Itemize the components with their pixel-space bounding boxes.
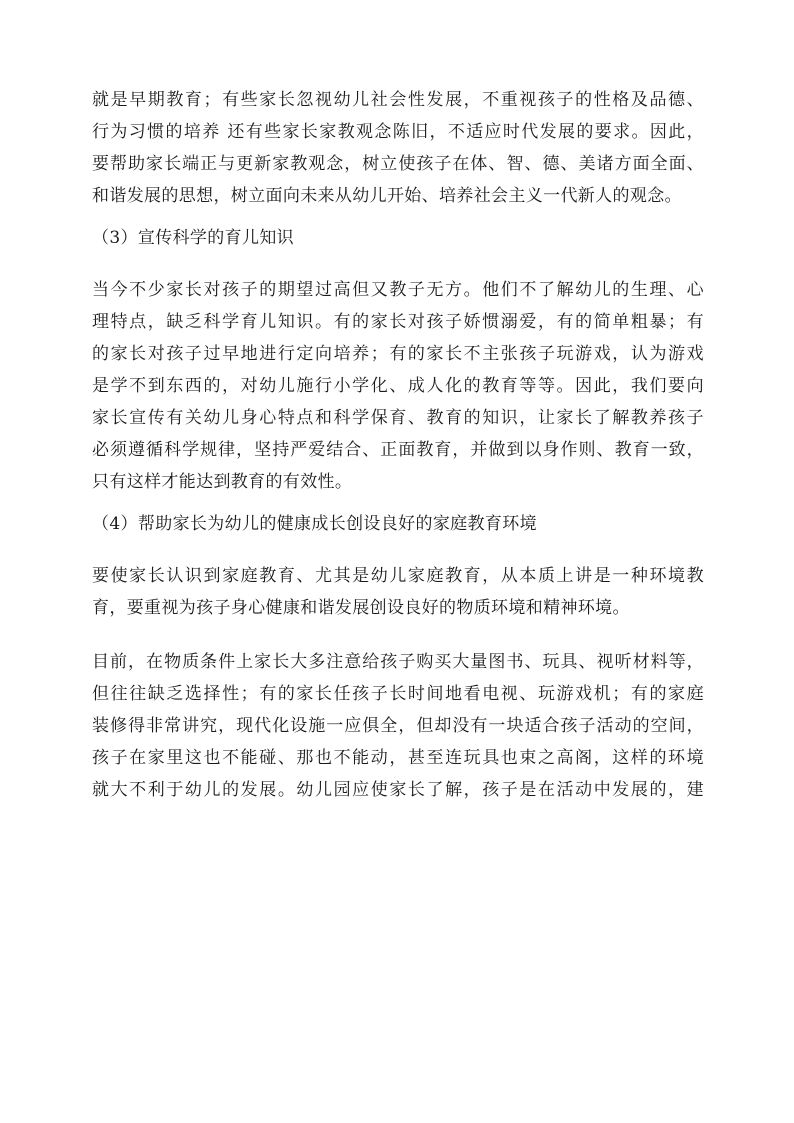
text-line: 当今不少家长对孩子的期望过高但又教子无方。他们不了解幼儿的生理、心 [92, 280, 704, 300]
text-line: 只有这样才能达到教育的有效性。 [92, 472, 353, 492]
paragraph-environment-education [92, 560, 704, 624]
text-line: 和谐发展的思想，树立面向未来从幼儿开始、培养社会主义一代新人的观念。 [92, 186, 682, 206]
text-line: 家长宣传有关幼儿身心特点和科学保育、教育的知识，让家长了解教养孩子 [92, 408, 704, 428]
section-heading-4: （4）帮助家长为幼儿的健康成长创设良好的家庭教育环境 [92, 514, 537, 534]
text-line: 育，要重视为孩子身心健康和谐发展创设良好的物质环境和精神环境。 [92, 598, 630, 618]
document-body [92, 84, 704, 806]
text-line: 目前，在物质条件上家长大多注意给孩子购买大量图书、玩具、视听材料等， [92, 652, 704, 672]
section-heading-3: （3）宣传科学的育儿知识 [92, 228, 295, 248]
text-line: 要使家长认识到家庭教育、尤其是幼儿家庭教育，从本质上讲是一种环境教 [92, 566, 704, 586]
text-line: 就是早期教育；有些家长忽视幼儿社会性发展，不重视孩子的性格及品德、 [92, 90, 704, 110]
text-line: 行为习惯的培养 还有些家长家教观念陈旧，不适应时代发展的要求。因此， [92, 122, 704, 142]
text-line: 要帮助家长端正与更新家教观念，树立使孩子在体、智、德、美诸方面全面、 [92, 154, 704, 174]
text-line: 是学不到东西的，对幼儿施行小学化、成人化的教育等等。因此，我们要向 [92, 376, 704, 396]
text-line: 必须遵循科学规律，坚持严爱结合、正面教育，并做到以身作则、教育一致， [92, 440, 704, 460]
text-line: 就大不利于幼儿的发展。幼儿园应使家长了解，孩子是在活动中发展的，建 [92, 780, 704, 800]
paragraph-parenting-concepts [92, 84, 704, 212]
paragraph-material-conditions [92, 646, 704, 806]
text-line: 理特点，缺乏科学育儿知识。有的家长对孩子娇惯溺爱，有的简单粗暴；有 [92, 312, 704, 332]
text-line: 孩子在家里这也不能碰、那也不能动，甚至连玩具也束之高阁，这样的环境 [92, 748, 704, 768]
paragraph-scientific-knowledge [92, 274, 704, 498]
text-line: 的家长对孩子过早地进行定向培养；有的家长不主张孩子玩游戏，认为游戏 [92, 344, 704, 364]
text-line: 装修得非常讲究，现代化设施一应俱全，但却没有一块适合孩子活动的空间， [92, 716, 704, 736]
text-line: 但往往缺乏选择性；有的家长任孩子长时间地看电视、玩游戏机；有的家庭 [92, 684, 704, 704]
